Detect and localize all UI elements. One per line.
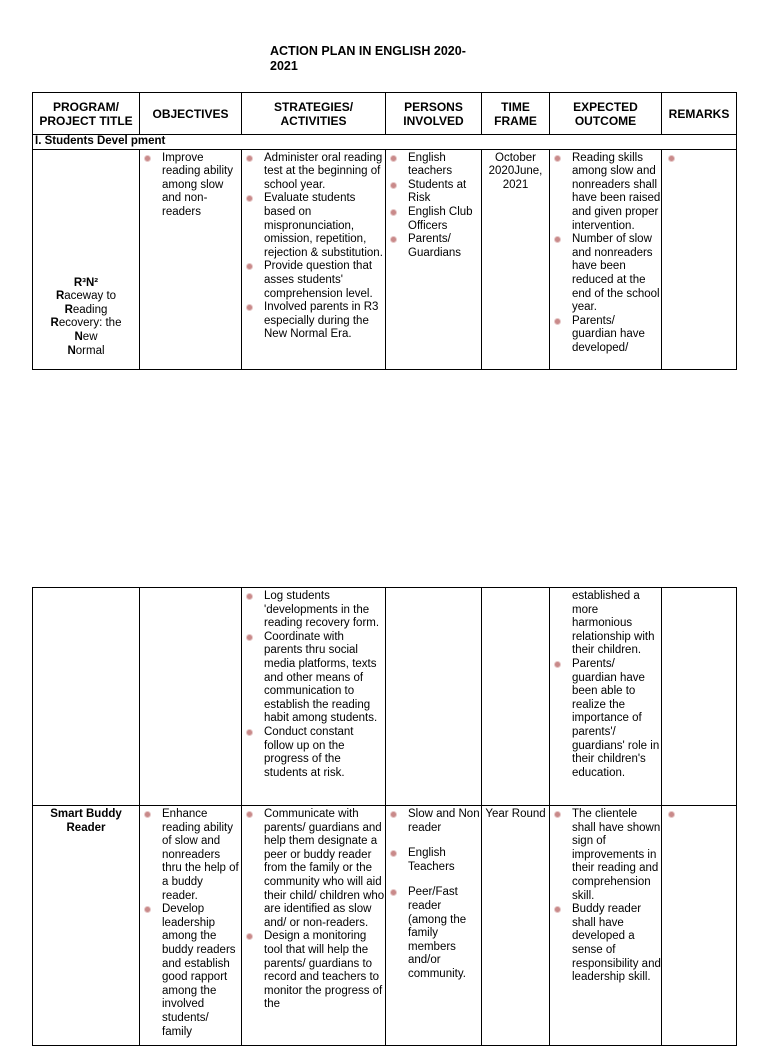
list-item: Improve reading ability among slow and non-readers <box>144 152 241 220</box>
program-name-line: Normal <box>67 344 105 357</box>
bullet-icon <box>555 662 560 667</box>
bullet-icon <box>391 156 396 161</box>
document-title: ACTION PLAN IN ENGLISH 2020-2021 <box>270 44 466 73</box>
time-frame-cell: Year Round <box>482 806 550 1046</box>
persons-cell <box>386 806 482 1046</box>
outcome-cell <box>550 806 662 1046</box>
time-frame-cell: October 2020June, 2021 <box>482 149 550 369</box>
bullet-icon <box>391 890 396 895</box>
header-remarks: REMARKS <box>662 93 737 135</box>
bullet-icon <box>247 196 252 201</box>
program-name-line: Reading <box>64 303 108 316</box>
list-item: The clientele shall have shown sign of improvements in their reading and comprehension skill. <box>554 808 661 903</box>
program-acronym: R³N² <box>73 276 99 289</box>
bullet-icon <box>145 812 150 817</box>
bullet-icon <box>247 156 252 161</box>
list-item: Conduct constant follow up on the progress of the students at risk. <box>246 726 385 780</box>
bullet-icon <box>555 237 560 242</box>
list-item: Buddy reader shall have developed a sense of responsibility and leadership skill. <box>554 903 661 985</box>
list-item: Provide question that asses students' comprehension level. <box>246 260 385 301</box>
header-persons: PERSONS INVOLVED <box>386 93 482 135</box>
program-title-cell <box>33 149 140 369</box>
list-item: English Club Officers <box>390 206 481 233</box>
header-time-frame: TIME FRAME <box>482 93 550 135</box>
bullet-icon <box>391 237 396 242</box>
bullet-icon <box>669 812 674 817</box>
bullet-icon <box>247 264 252 269</box>
strategies-cell <box>242 806 386 1046</box>
section-row <box>33 135 737 150</box>
bullet-icon <box>247 635 252 640</box>
bullet-icon <box>145 156 150 161</box>
action-plan-table-page1 <box>32 92 737 370</box>
header-outcome: EXPECTED OUTCOME <box>550 93 662 135</box>
bullet-icon <box>247 730 252 735</box>
section-title: I. Students Devel pment <box>33 135 737 150</box>
bullet-icon <box>555 319 560 324</box>
list-item: Coordinate with parents thru social media platforms, texts and other means of communication to establish the reading habit among students. <box>246 631 385 726</box>
bullet-icon <box>391 851 396 856</box>
bullet-icon <box>555 812 560 817</box>
list-item: Develop leadership among the buddy readers and establish good rapport among the involved students/ family <box>144 903 241 1039</box>
list-item: Communicate with parents/ guardians and help them designate a peer or buddy reader from the family or the community who will aid their child/ children who are identified as slow and/ or non-readers. <box>246 808 385 930</box>
header-objectives: OBJECTIVES <box>140 93 242 135</box>
program-name-line: New <box>74 330 98 343</box>
list-item: Parents/ Guardians <box>390 233 481 260</box>
objectives-cell <box>140 806 242 1046</box>
bullet-icon <box>247 934 252 939</box>
bullet-icon <box>669 156 674 161</box>
persons-cell <box>386 588 482 806</box>
bullet-icon <box>247 594 252 599</box>
list-item: Peer/Fast reader (among the family members and/or community. <box>390 886 481 981</box>
remarks-cell <box>662 806 737 1046</box>
outcome-cell <box>550 149 662 369</box>
list-item: English Teachers <box>390 847 481 874</box>
objectives-cell <box>140 588 242 806</box>
table-row <box>33 149 737 369</box>
bullet-icon <box>391 210 396 215</box>
header-row <box>33 93 737 135</box>
table-row <box>33 806 737 1046</box>
program-title-cell <box>33 588 140 806</box>
list-item: Students at Risk <box>390 179 481 206</box>
list-item: English teachers <box>390 152 481 179</box>
bullet-icon <box>247 305 252 310</box>
outcome-cell <box>550 588 662 806</box>
program-title-cell: Smart Buddy Reader <box>33 806 140 1046</box>
list-item: Parents/ guardian have developed/ <box>554 315 661 356</box>
bullet-icon <box>247 812 252 817</box>
header-program: PROGRAM/ PROJECT TITLE <box>33 93 140 135</box>
list-item: Reading skills among slow and nonreaders shall have been raised and given proper intervention. <box>554 152 661 234</box>
list-item: Administer oral reading test at the beginning of school year. <box>246 152 385 193</box>
program-name-line: Recovery: the <box>50 317 122 330</box>
bullet-icon <box>145 907 150 912</box>
list-item: Number of slow and nonreaders have been reduced at the end of the school year. <box>554 233 661 315</box>
list-item: Parents/ guardian have been able to realize the importance of parents'/ guardians' role in their children's education. <box>554 658 661 780</box>
remarks-cell <box>662 588 737 806</box>
list-item: Enhance reading ability of slow and nonreaders thru the help of a buddy reader. <box>144 808 241 903</box>
program-name-line: Raceway to <box>55 290 117 303</box>
objectives-cell <box>140 149 242 369</box>
list-item: Slow and Non reader <box>390 808 481 835</box>
bullet-icon <box>555 907 560 912</box>
list-item: Evaluate students based on mispronunciation, omission, repetition, rejection & substitution. <box>246 192 385 260</box>
strategies-cell <box>242 149 386 369</box>
table-row <box>33 588 737 806</box>
list-item: Log students 'developments in the reading recovery form. <box>246 590 385 631</box>
remarks-cell <box>662 149 737 369</box>
time-frame-cell <box>482 588 550 806</box>
header-strategies: STRATEGIES/ ACTIVITIES <box>242 93 386 135</box>
bullet-icon <box>555 156 560 161</box>
list-item: Involved parents in R3 especially during the New Normal Era. <box>246 301 385 342</box>
strategies-cell <box>242 588 386 806</box>
persons-cell <box>386 149 482 369</box>
action-plan-table-page2 <box>32 587 737 1046</box>
bullet-icon <box>391 812 396 817</box>
list-item: established a more harmonious relationship with their children. <box>572 590 655 657</box>
bullet-icon <box>391 183 396 188</box>
list-item: Design a monitoring tool that will help the parents/ guardians to record and teachers to monitor the progress of the <box>246 930 385 1012</box>
